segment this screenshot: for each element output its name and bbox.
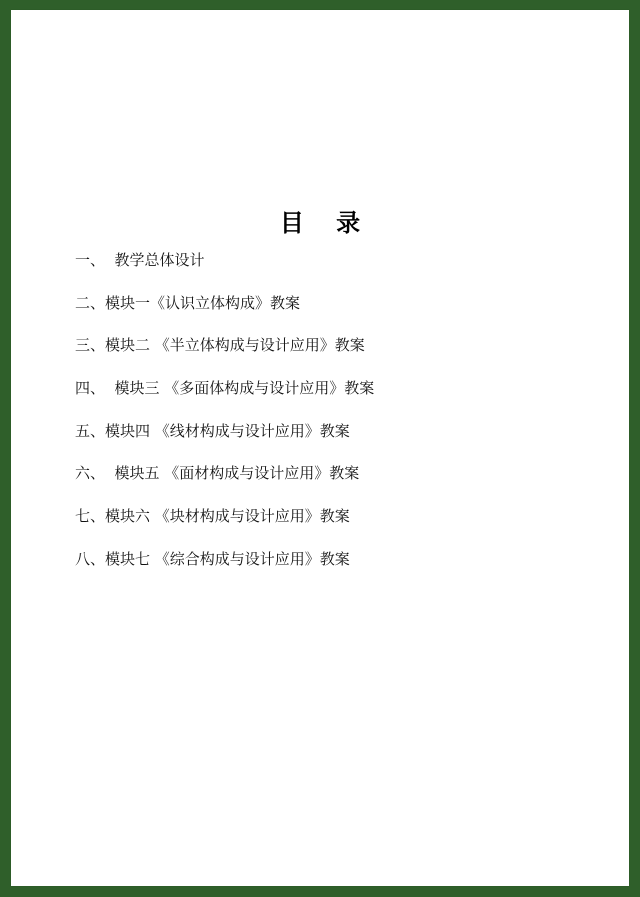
page-title: 目 录 [279, 209, 373, 237]
toc-item-8: 八、模块七 《综合构成与设计应用》教案 [75, 549, 350, 568]
table-of-contents [75, 249, 374, 591]
toc-item-2: 二、模块一《认识立体构成》教案 [75, 293, 301, 312]
toc-item-3: 三、模块二 《半立体构成与设计应用》教案 [75, 336, 365, 355]
toc-item-5: 五、模块四 《线材构成与设计应用》教案 [75, 421, 350, 440]
toc-item-4: 四、 模块三 《多面体构成与设计应用》教案 [75, 379, 375, 398]
toc-item-7: 七、模块六 《块材构成与设计应用》教案 [75, 507, 350, 526]
document-page [11, 10, 629, 886]
toc-item-1: 一、 教学总体设计 [75, 251, 205, 269]
toc-item-6: 六、 模块五 《面材构成与设计应用》教案 [75, 464, 360, 483]
